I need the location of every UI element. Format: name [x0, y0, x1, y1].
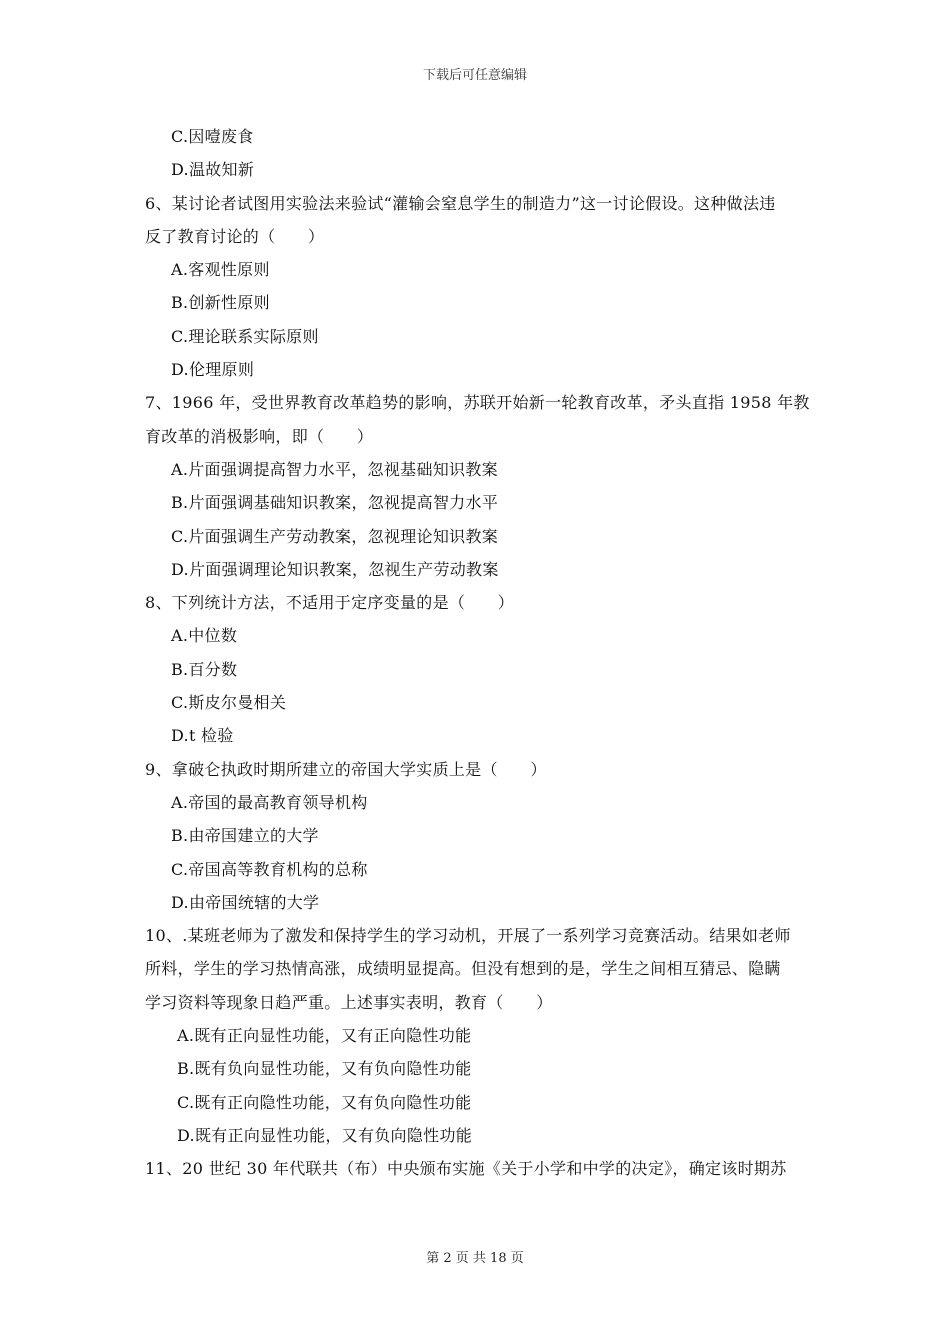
answer-option: A.中位数 [171, 626, 238, 646]
answer-option: C.片面强调生产劳动教案，忽视理论知识教案 [171, 526, 499, 546]
page-header: 下载后可任意编辑 [422, 68, 527, 83]
answer-option: C.理论联系实际原则 [171, 326, 319, 346]
answer-option: A.帝国的最高教育领导机构 [171, 792, 368, 812]
question-stem: 10、.某班老师为了激发和保持学生的学习动机，开展了一系列学习竞赛活动。结果如老师 [145, 926, 791, 946]
question-stem-continued: 反了教育讨论的（ ） [145, 226, 325, 246]
document-body [145, 120, 810, 1186]
question-stem: 7、1966 年，受世界教育改革趋势的影响，苏联开始新一轮教育改革，矛头直指 1958 年教 [145, 393, 810, 413]
answer-option: A.客观性原则 [171, 260, 270, 280]
answer-option: A.片面强调提高智力水平，忽视基础知识教案 [171, 459, 498, 479]
question-stem: 6、某讨论者试图用实验法来验试“灌输会窒息学生的制造力”这一讨论假设。这种做法违 [145, 193, 776, 213]
answer-option: D.既有正向显性功能，又有负向隐性功能 [177, 1125, 473, 1145]
question-stem-continued: 所料，学生的学习热情高涨，成绩明显提高。但没有想到的是，学生之间相互猜忌、隐瞒 [145, 959, 781, 979]
answer-option: C.帝国高等教育机构的总称 [171, 859, 368, 879]
answer-option: D.t 检验 [171, 726, 234, 746]
answer-option: B.片面强调基础知识教案，忽视提高智力水平 [171, 493, 499, 513]
question-stem: 9、拿破仑执政时期所建立的帝国大学实质上是（ ） [145, 759, 547, 779]
question-stem-continued: 育改革的消极影响，即（ ） [145, 426, 374, 446]
answer-option: D.由帝国统辖的大学 [171, 892, 320, 912]
answer-option: D.片面强调理论知识教案，忽视生产劳动教案 [171, 559, 499, 579]
page-footer: 第 2 页 共 18 页 [426, 1251, 524, 1266]
answer-option: D.伦理原则 [171, 360, 255, 380]
question-stem: 8、下列统计方法，不适用于定序变量的是（ ） [145, 593, 515, 613]
answer-option: B.既有负向显性功能，又有负向隐性功能 [177, 1059, 472, 1079]
answer-option: B.百分数 [171, 659, 238, 679]
answer-option: A.既有正向显性功能，又有正向隐性功能 [177, 1026, 472, 1046]
answer-option: C.既有正向隐性功能，又有负向隐性功能 [177, 1092, 472, 1112]
answer-option: B.由帝国建立的大学 [171, 826, 319, 846]
question-stem: 11、20 世纪 30 年代联共（布）中央颁布实施《关于小学和中学的决定》，确定该时期苏 [145, 1159, 787, 1179]
answer-option: D.温故知新 [171, 160, 255, 180]
answer-option: B.创新性原则 [171, 293, 270, 313]
answer-option: C.因噎废食 [171, 127, 254, 146]
answer-option: C.斯皮尔曼相关 [171, 693, 287, 713]
question-stem-continued: 学习资料等现象日趋严重。上述事实表明，教育（ ） [145, 992, 553, 1012]
